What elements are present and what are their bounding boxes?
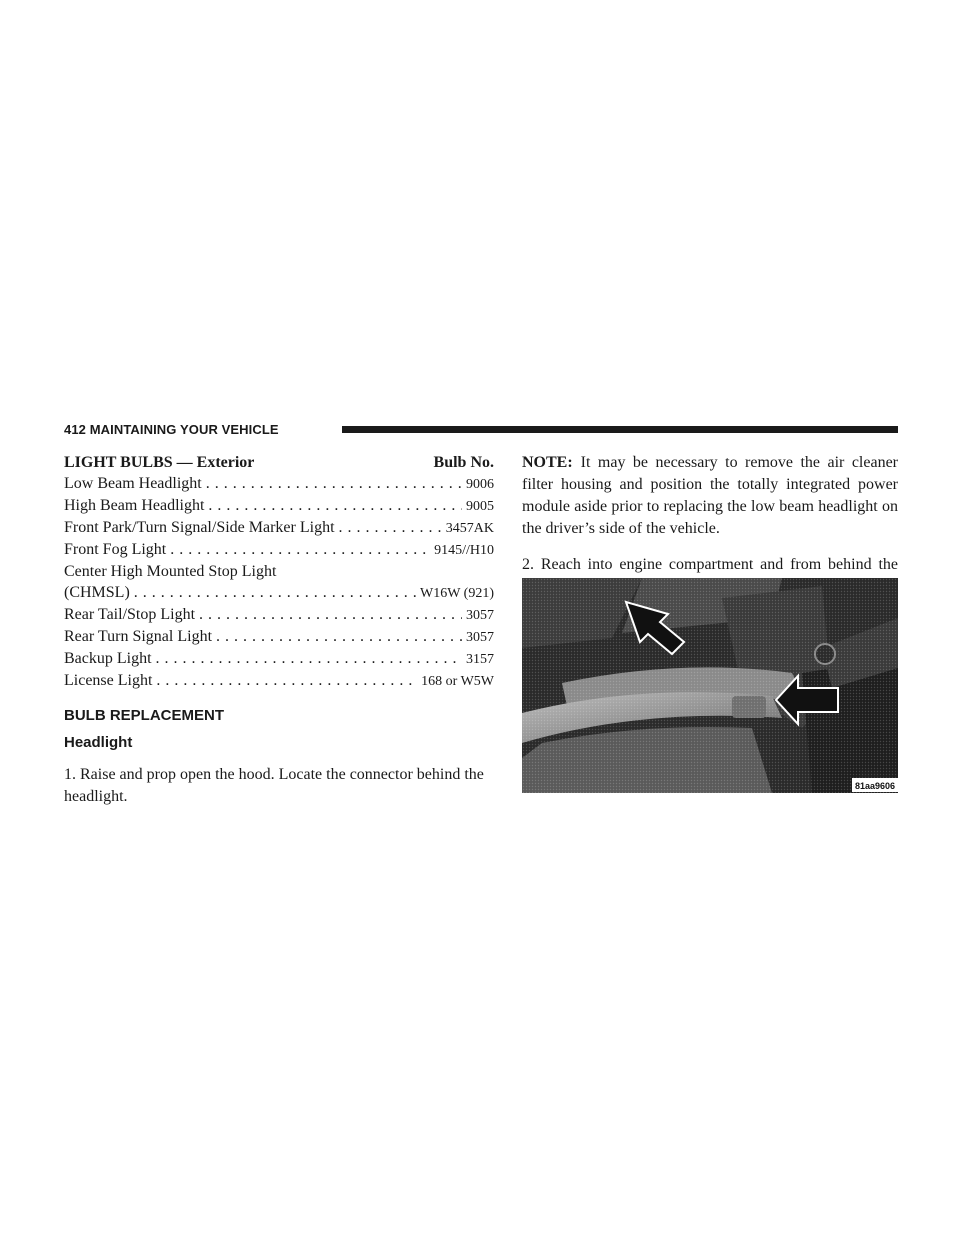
bulb-row-name: Front Fog Light <box>64 541 167 558</box>
step-1-text: 1. Raise and prop open the hood. Locate the connector behind the headlight. <box>64 766 484 805</box>
bulb-row-value: 3157 <box>466 652 494 667</box>
dot-leader <box>134 582 416 603</box>
bulb-row-name: Low Beam Headlight <box>64 475 202 492</box>
bulb-row-value: 3057 <box>466 630 494 645</box>
bulb-row-value: 168 or W5W <box>421 674 494 689</box>
bulb-row-name: (CHMSL) <box>64 584 130 601</box>
bulb-table-heading: LIGHT BULBS — Exterior <box>64 454 255 471</box>
dot-leader <box>339 517 442 538</box>
dot-leader <box>156 648 462 669</box>
header-rule <box>342 426 898 433</box>
bulb-row <box>64 626 494 648</box>
bulb-table-header <box>64 452 494 473</box>
figure-code: 81aa9606 <box>854 781 896 791</box>
step-2-text: 2. Reach into engine compartment and from behind the <box>522 556 898 573</box>
bulb-row <box>64 473 494 495</box>
bulb-row-name: License Light <box>64 672 153 689</box>
bulb-row-value: 3457AK <box>445 521 494 536</box>
bulb-row-name: High Beam Headlight <box>64 497 205 514</box>
bulb-row <box>64 604 494 626</box>
headlight-photo-graphic <box>522 578 898 793</box>
bulb-row-name: Rear Tail/Stop Light <box>64 606 196 623</box>
page-header <box>64 421 898 439</box>
bulb-row-value: 9005 <box>466 499 494 514</box>
dot-leader <box>199 604 462 625</box>
note-label: NOTE: <box>522 454 573 471</box>
dot-leader <box>216 626 462 647</box>
left-column <box>64 452 494 808</box>
dot-leader <box>206 473 462 494</box>
bulb-row <box>64 495 494 517</box>
bulb-row-value: 9145//H10 <box>434 543 494 558</box>
bulb-row <box>64 648 494 670</box>
bulb-row-name: Center High Mounted Stop Light <box>64 563 277 580</box>
dot-leader <box>208 495 462 516</box>
bulb-row <box>64 561 494 582</box>
bulb-row-name: Rear Turn Signal Light <box>64 628 213 645</box>
dot-leader <box>156 670 417 691</box>
right-column <box>522 452 898 598</box>
dot-leader <box>170 539 430 560</box>
headlight-photo <box>522 578 898 793</box>
bulb-row <box>64 582 494 604</box>
bulb-row <box>64 517 494 539</box>
note-paragraph <box>522 452 898 540</box>
section-subtitle: Headlight <box>64 734 133 751</box>
bulb-row-value: W16W (921) <box>420 586 494 601</box>
bulb-row-value: 3057 <box>466 608 494 623</box>
bulb-row <box>64 539 494 561</box>
page-header-label: 412 MAINTAINING YOUR VEHICLE <box>64 422 285 437</box>
bulb-row-name: Front Park/Turn Signal/Side Marker Light <box>64 519 335 536</box>
bulb-row <box>64 670 494 692</box>
bulb-row-name: Backup Light <box>64 650 152 667</box>
bulb-row-value: 9006 <box>466 477 494 492</box>
note-text: It may be necessary to remove the air cleaner filter housing and position the totally integrated power module aside prior to replacing the low beam headlight on the driver’s side of the vehicle. <box>522 454 898 537</box>
section-title: BULB REPLACEMENT <box>64 707 224 724</box>
bulb-table-column-label: Bulb No. <box>433 454 494 471</box>
